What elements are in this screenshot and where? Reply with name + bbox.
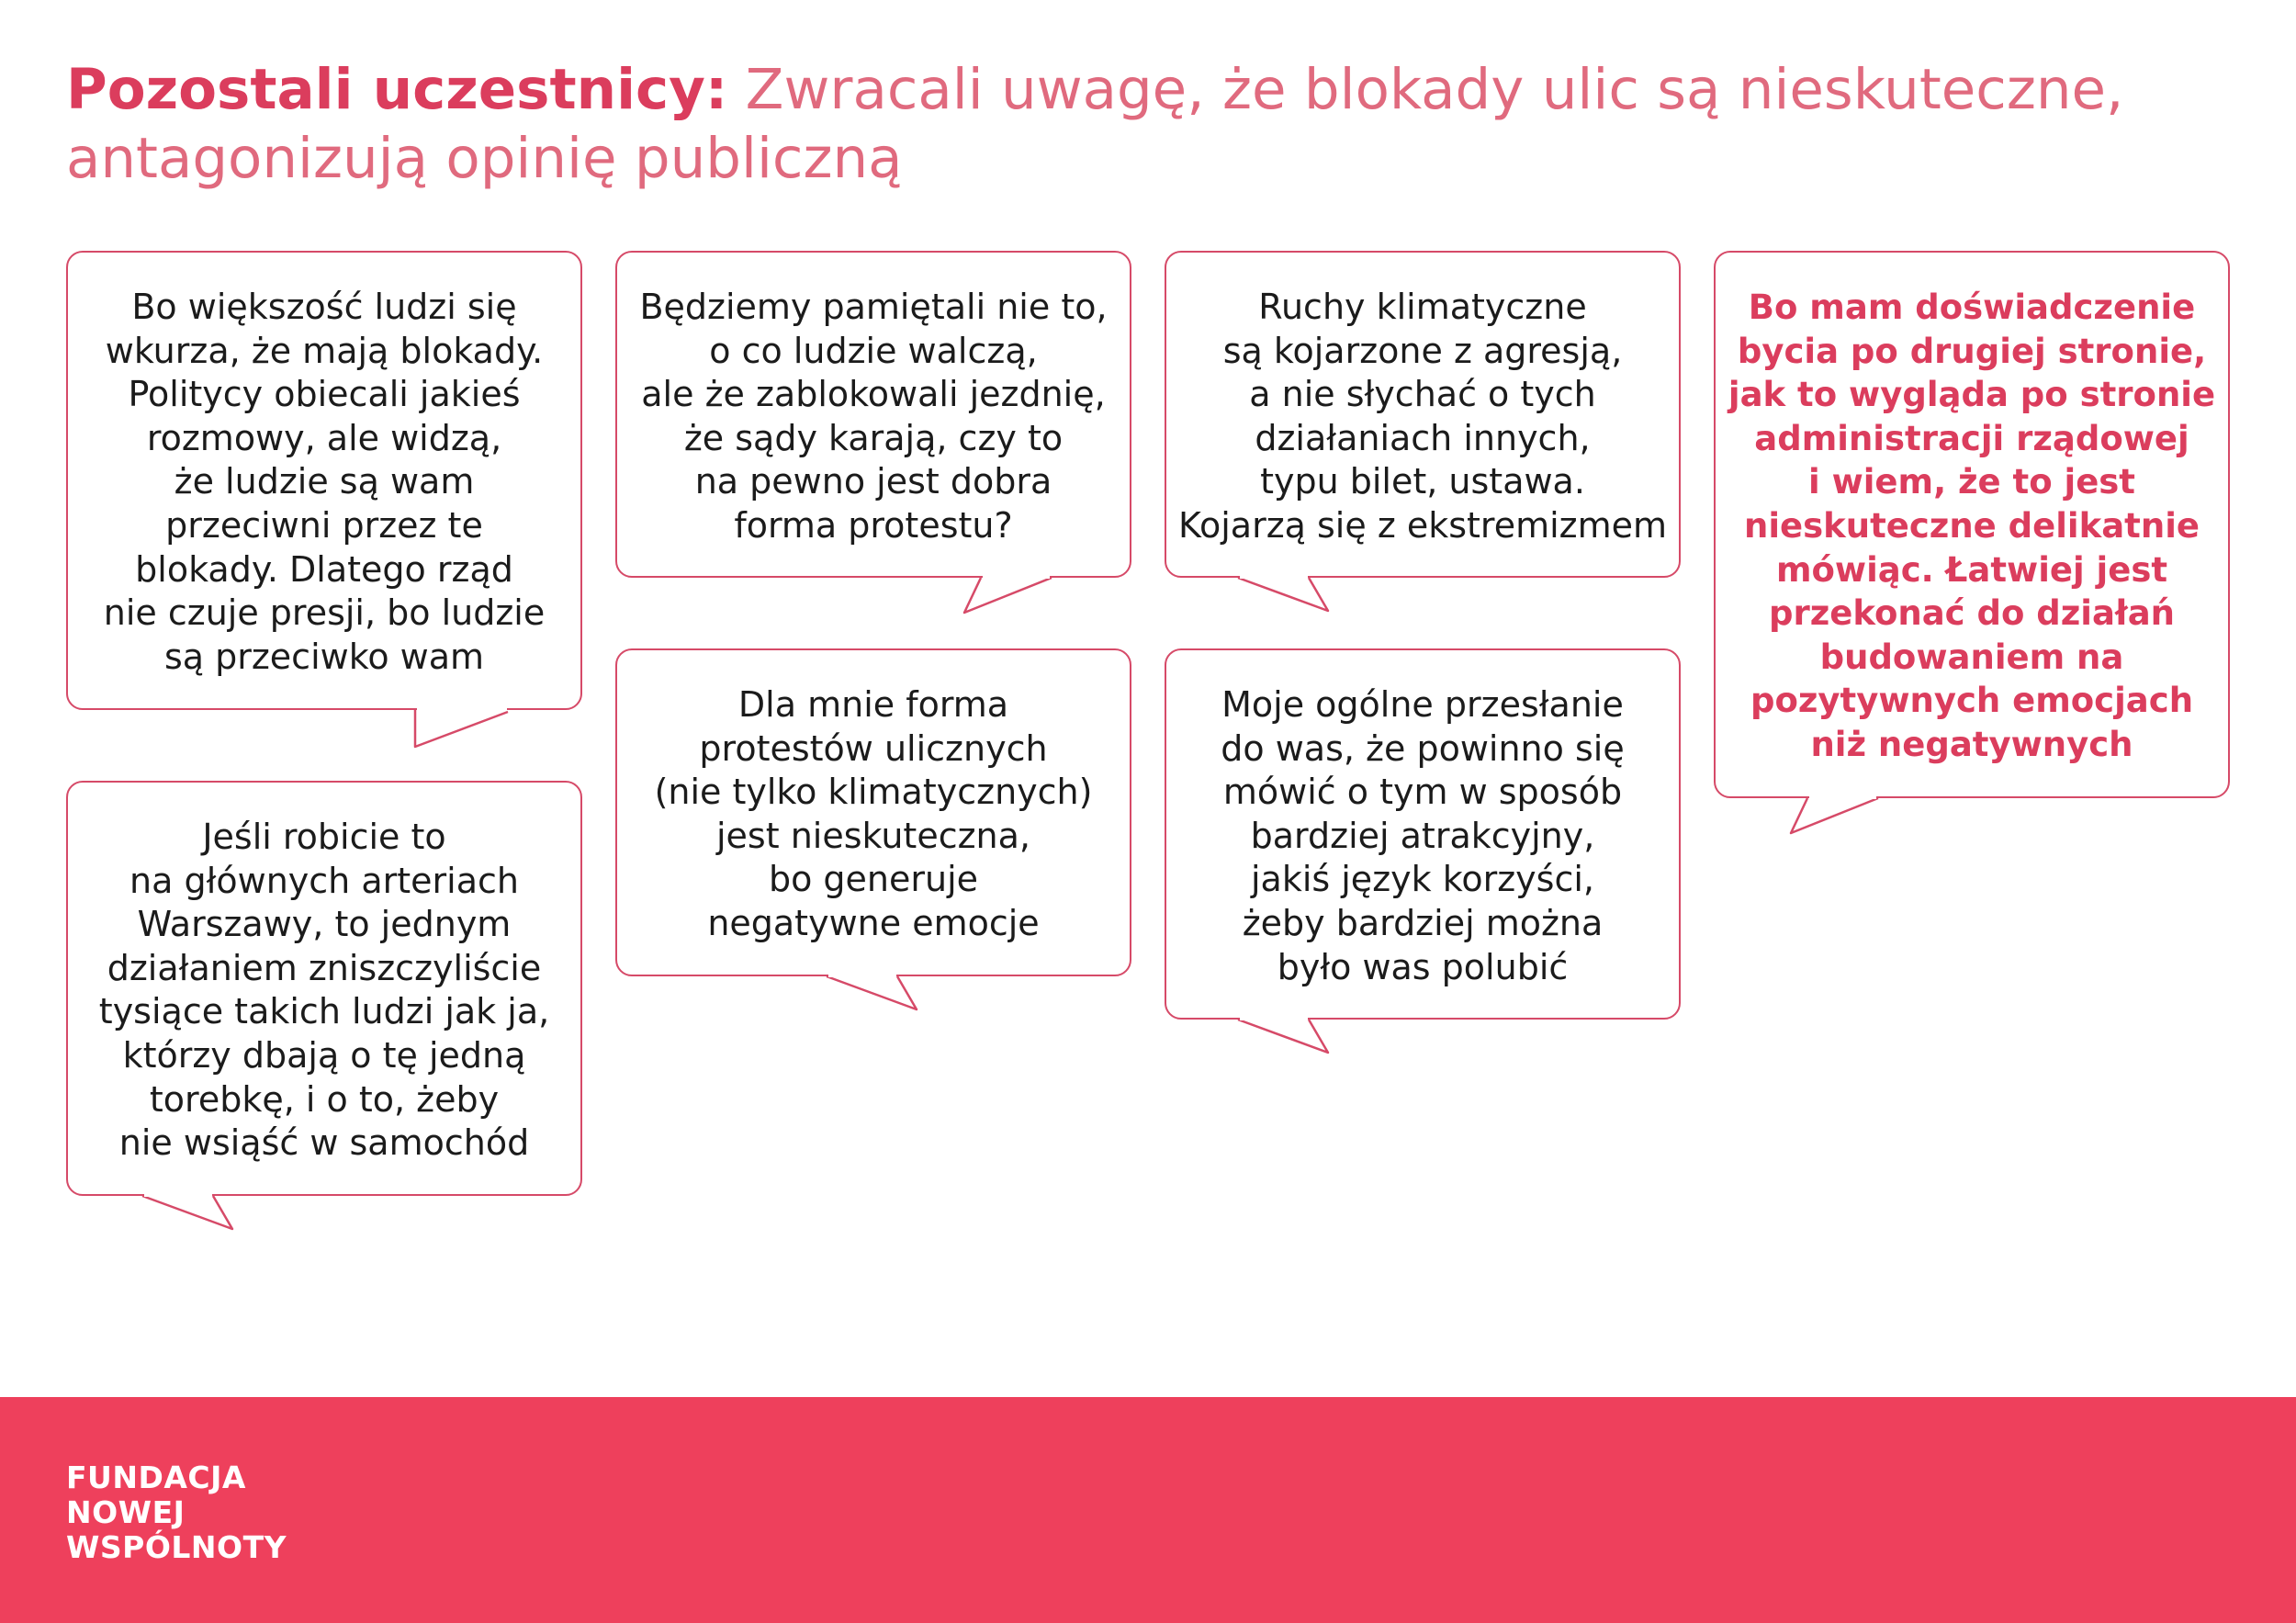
speech-bubble-tail: [1782, 791, 1892, 837]
quote-bubble-7-highlight: [1714, 251, 2230, 798]
quote-text: Bo mam doświadczenie bycia po drugiej stronie, jak to wygląda po stronie administracji rządowej i wiem, że to jest nieskuteczne delikatnie mówiąc. Łatwiej jest przekonać do działań budowaniem na pozytywnych emocjach niż negatywnych: [1728, 287, 2216, 764]
quote-text: Jeśli robicie to na głównych arteriach Warszawy, to jednym działaniem zniszczyliście tysiące takich ludzi jak ja, którzy dbają o tę jedną torebkę, i o to, żeby nie wsiąść w samochód: [98, 817, 550, 1164]
logo-line: WSPÓLNOTY: [66, 1529, 287, 1565]
quote-bubble-4: [615, 648, 1131, 976]
logo-line: FUNDACJA: [66, 1460, 246, 1495]
title-rest: Zwracali uwagę, że blokady ulic są nieskuteczne, antagonizują opinię publiczną: [66, 57, 2124, 191]
page-title: [66, 55, 2178, 193]
quote-text: Moje ogólne przesłanie do was, że powinno się mówić o tym w sposób bardziej atrakcyjny, jakiś język korzyści, żeby bardziej można było was polubić: [1221, 684, 1625, 987]
speech-bubble-tail: [955, 570, 1065, 616]
quote-text: Będziemy pamiętali nie to, o co ludzie walczą, ale że zablokowali jezdnię, że sądy karają, czy to na pewno jest dobra forma protestu?: [639, 287, 1108, 546]
foundation-logo: [66, 1460, 287, 1565]
quote-text: Bo większość ludzi się wkurza, że mają blokady. Politycy obiecali jakieś rozmowy, ale widzą, że ludzie są wam przeciwni przez te blokady. Dlatego rząd nie czuje presji, bo ludzie są przeciwko wam: [103, 287, 546, 677]
quote-bubble-6: [1165, 648, 1681, 1020]
title-lead: Pozostali uczestnicy:: [66, 57, 728, 122]
quote-text: Dla mnie forma protestów ulicznych (nie tylko klimatycznych) jest nieskuteczna, bo generuje negatywne emocje: [654, 684, 1093, 943]
quote-bubble-2: [66, 781, 582, 1196]
footer-band: [0, 1397, 2296, 1623]
speech-bubble-tail: [1233, 570, 1344, 616]
speech-bubble-tail: [822, 969, 932, 1015]
quote-bubble-3: [615, 251, 1131, 578]
quote-text: Ruchy klimatyczne są kojarzone z agresją, a nie słychać o tych działaniach innych, typu bilet, ustawa. Kojarzą się z ekstremizmem: [1177, 287, 1668, 546]
quote-bubble-1: [66, 251, 582, 710]
logo-line: NOWEJ: [66, 1494, 186, 1530]
speech-bubble-tail: [1233, 1012, 1344, 1058]
quote-bubble-5: [1165, 251, 1681, 578]
speech-bubble-tail: [404, 703, 533, 758]
speech-bubble-tail: [138, 1189, 248, 1234]
